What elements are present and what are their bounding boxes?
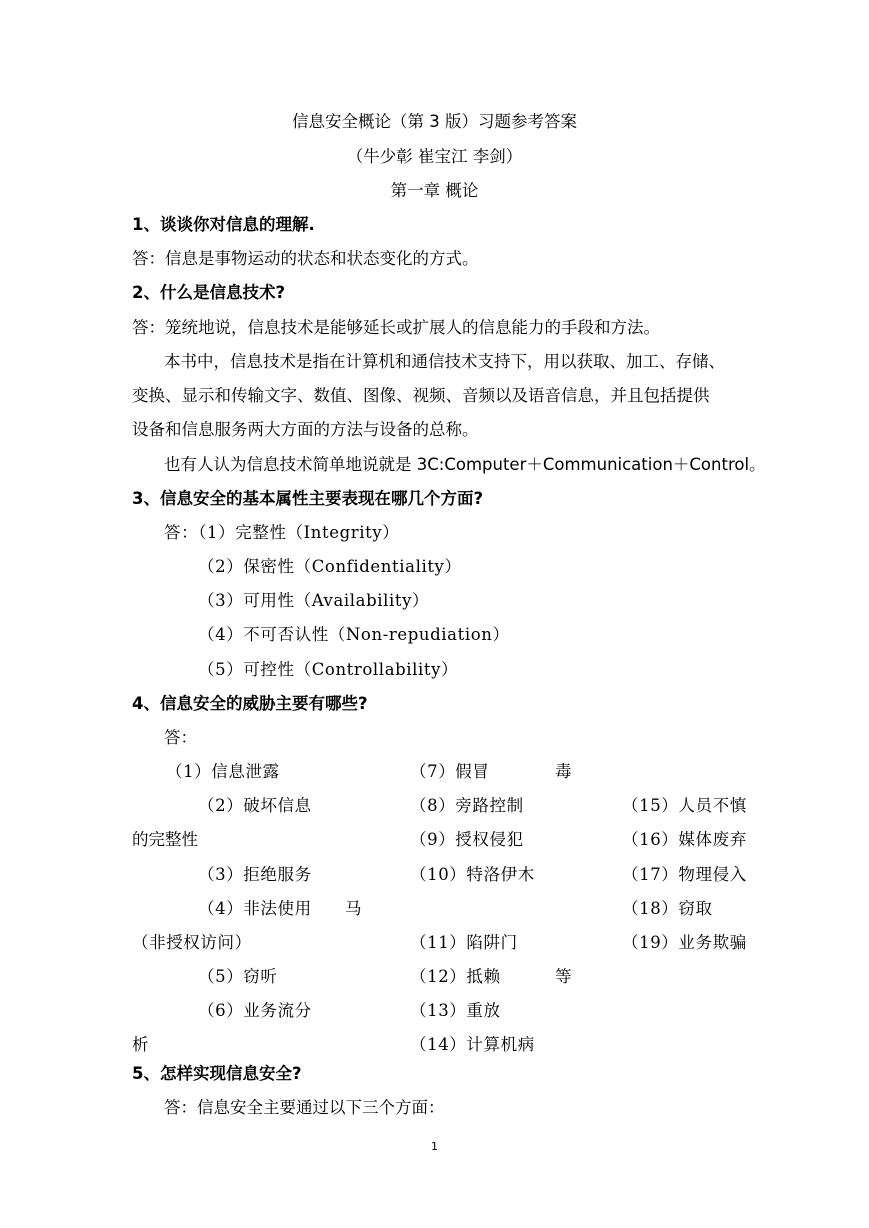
threat-item: （6）业务流分 — [198, 1001, 312, 1020]
question-5: 5、怎样实现信息安全? — [132, 1064, 302, 1083]
property-item: （2）保密性（Confidentiality） — [198, 557, 462, 576]
threat-item: （14）计算机病 — [410, 1035, 535, 1054]
answer-1: 答：信息是事物运动的状态和状态变化的方式。 — [132, 249, 479, 268]
answer-2-paragraph-line-2: 变换、显示和传输文字、数值、图像、视频、音频以及语音信息，并且包括提供 — [132, 386, 710, 405]
threat-item: （3）拒绝服务 — [198, 865, 312, 884]
property-item: （5）可控性（Controllability） — [198, 660, 459, 679]
threat-item-continuation: 析 — [132, 1035, 149, 1054]
threat-item-continuation: （非授权访问） — [132, 933, 252, 952]
property-item: （3）可用性（Availability） — [198, 591, 430, 610]
answer-2: 答：笼统地说，信息技术是能够延长或扩展人的信息能力的手段和方法。 — [132, 318, 660, 337]
threat-item-continuation: 的完整性 — [132, 830, 198, 849]
document-authors: （牛少彰 崔宝江 李剑） — [346, 147, 523, 166]
page-number: 1 — [431, 1140, 438, 1153]
question-1: 1、谈谈你对信息的理解. — [132, 215, 315, 234]
document-title: 信息安全概论（第 3 版）习题参考答案 — [292, 112, 577, 131]
threat-item-continuation: 毒 — [555, 762, 572, 781]
question-4: 4、信息安全的威胁主要有哪些? — [132, 694, 368, 713]
threat-item: （16）媒体废弃 — [622, 830, 747, 849]
answer-2-paragraph-2: 也有人认为信息技术简单地说就是 3C:Computer＋Communication＋Control。 — [164, 455, 766, 474]
question-3: 3、信息安全的基本属性主要表现在哪几个方面? — [132, 489, 484, 508]
property-item: 答：（1）完整性（Integrity） — [164, 523, 400, 542]
threat-item: （1）信息泄露 — [166, 762, 280, 781]
question-2: 2、什么是信息技术? — [132, 283, 286, 302]
threat-item: （11）陷阱门 — [410, 933, 518, 952]
answer-5: 答：信息安全主要通过以下三个方面： — [164, 1098, 445, 1117]
threat-item: （8）旁路控制 — [410, 796, 524, 815]
threat-item: （4）非法使用 — [198, 899, 312, 918]
threat-item: （12）抵赖 — [410, 967, 501, 986]
chapter-heading: 第一章 概论 — [390, 181, 479, 200]
answer-2-paragraph-line-3: 设备和信息服务两大方面的方法与设备的总称。 — [132, 420, 479, 439]
threat-item: （19）业务欺骗 — [622, 933, 747, 952]
answer-2-paragraph-line-1: 本书中，信息技术是指在计算机和通信技术支持下，用以获取、加工、存储、 — [164, 352, 725, 371]
property-item: （4）不可否认性（Non-repudiation） — [198, 625, 510, 644]
threat-item: （10）特洛伊木 — [410, 865, 535, 884]
threat-item: （7）假冒 — [410, 762, 490, 781]
threat-item: （5）窃听 — [198, 967, 278, 986]
threat-item-continuation: 等 — [555, 967, 572, 986]
threat-item-continuation: 马 — [345, 899, 362, 918]
threat-item: （18）窃取 — [622, 899, 713, 918]
threat-item: （2）破坏信息 — [198, 796, 312, 815]
threat-item: （15）人员不慎 — [622, 796, 747, 815]
threat-item: （17）物理侵入 — [622, 865, 747, 884]
threat-item: （9）授权侵犯 — [410, 830, 524, 849]
answer-4-label: 答： — [164, 728, 197, 747]
threat-item: （13）重放 — [410, 1001, 501, 1020]
